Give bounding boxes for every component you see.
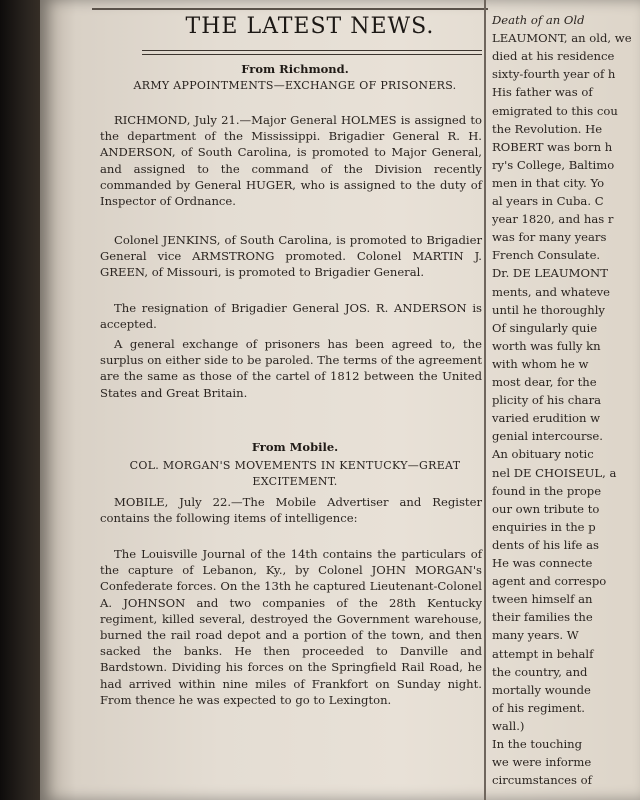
- right-column-line: Death of an Old: [492, 13, 585, 27]
- right-column-line: died at his residence: [492, 49, 615, 64]
- right-column-line: plicity of his chara: [492, 393, 602, 408]
- richmond-paragraph-2: Colonel JENKINS, of South Carolina, is promoted to Brigadier General vice ARMSTRONG promoted. Colonel MARTIN J. GREEN, of Missouri, is promoted to Brigadier General.: [100, 233, 482, 280]
- right-column-line: mortally wounde: [492, 682, 591, 697]
- right-column: [486, 0, 640, 800]
- section-mobile-subhead: COL. MORGAN'S MOVEMENTS IN KENTUCKY—GREAT EXCITEMENT.: [129, 459, 461, 488]
- section-mobile-heading: From Mobile.: [251, 440, 339, 454]
- right-column-line: enquiries in the p: [492, 519, 596, 534]
- richmond-paragraph-4: A general exchange of prisoners has been agreed to, the surplus on either side to be paroled. The terms of the agreement are the same as those of the cartel of 1812 between the United States and Great Britain.: [100, 337, 482, 400]
- mobile-paragraph-1: MOBILE, July 22.—The Mobile Advertiser and Register contains the following items of intelligence:: [100, 495, 482, 526]
- right-column-line: the Revolution. He: [492, 121, 603, 136]
- right-column-line: with whom he w: [492, 356, 589, 371]
- right-column-line: ments, and whateve: [492, 284, 611, 299]
- right-column-line: Dr. DE LEAUMONT: [492, 266, 608, 281]
- right-column-line: found in the prope: [492, 483, 602, 498]
- section-richmond-heading: From Richmond.: [241, 62, 349, 76]
- right-column-line: their families the: [492, 610, 593, 625]
- right-column-line: tween himself an: [492, 592, 593, 607]
- richmond-paragraph-3: The resignation of Brigadier General JOS. R. ANDERSON is accepted.: [100, 301, 482, 332]
- right-column-line: Of singularly quie: [492, 320, 598, 335]
- right-column-line: His father was of: [492, 85, 593, 100]
- right-column-line: dents of his life as: [492, 537, 599, 552]
- right-column-line: In the touching: [492, 737, 583, 751]
- right-column-line: al years in Cuba. C: [492, 194, 604, 208]
- right-column-line: varied erudition w: [492, 411, 601, 426]
- right-column-line: circumstances of: [492, 773, 592, 788]
- right-column-line: of his regiment.: [492, 700, 585, 715]
- right-column-line: ry's College, Baltimo: [492, 157, 615, 172]
- right-column-line: many years. W: [492, 628, 579, 643]
- right-column-line: until he thoroughly: [492, 302, 605, 317]
- section-richmond-subhead: ARMY APPOINTMENTS—EXCHANGE OF PRISONERS.: [133, 79, 457, 92]
- right-column-line: sixty-fourth year of h: [492, 67, 616, 82]
- right-column-line: worth was fully kn: [492, 338, 601, 353]
- right-column-line: year 1820, and has r: [492, 212, 614, 227]
- right-column-line: ROBERT was born h: [492, 139, 613, 154]
- main-column: [100, 0, 490, 800]
- right-column-line: An obituary notic: [492, 447, 594, 462]
- right-column-line: our own tribute to: [492, 501, 600, 516]
- mobile-paragraph-2: The Louisville Journal of the 14th contains the particulars of the capture of Lebanon, Ky., by Colonel JOHN MORGAN's Confederate forces. On the 13th he captured Lieutenant-Colonel A. JOHNSON and two companies of the 28th Kentucky regiment, killed several, destroyed the Government warehouse, burned the rail road depot and a portion of the town, and then sacked the banks. He then proceeded to Danville and Bardstown. Dividing his forces on the Springfield Rail Road, he had arrived within nine miles of Frankfort on Sunday night. From thence he was expected to go to Lexington.: [100, 547, 482, 707]
- right-column-line: was for many years: [492, 230, 607, 245]
- right-column-line: He was connecte: [492, 556, 593, 570]
- right-column-line: agent and correspo: [492, 574, 607, 589]
- right-column-line: most dear, for the: [492, 375, 597, 389]
- right-column-line: we were informe: [492, 755, 592, 770]
- right-column-line: the country, and: [492, 664, 588, 679]
- right-column-line: French Consulate.: [492, 248, 601, 263]
- right-column-line: LEAUMONT, an old, we: [492, 31, 632, 46]
- right-column-line: wall.): [492, 718, 525, 733]
- right-column-line: men in that city. Yo: [492, 175, 605, 190]
- right-column-line: attempt in behalf: [492, 646, 594, 661]
- right-column-line: nel DE CHOISEUL, a: [492, 465, 617, 480]
- right-column-line: genial intercourse.: [492, 429, 603, 444]
- headline: THE LATEST NEWS.: [185, 14, 435, 39]
- richmond-paragraph-1: RICHMOND, July 21.—Major General HOLMES is assigned to the department of the Mississippi. Brigadier General R. H. ANDERSON, of South Carolina, is promoted to Major General, and assigned to the command of the Division recently commanded by General HUGER, who is assigned to the duty of Inspector of Ordnance.: [100, 113, 482, 209]
- right-column-line: emigrated to this cou: [492, 103, 618, 118]
